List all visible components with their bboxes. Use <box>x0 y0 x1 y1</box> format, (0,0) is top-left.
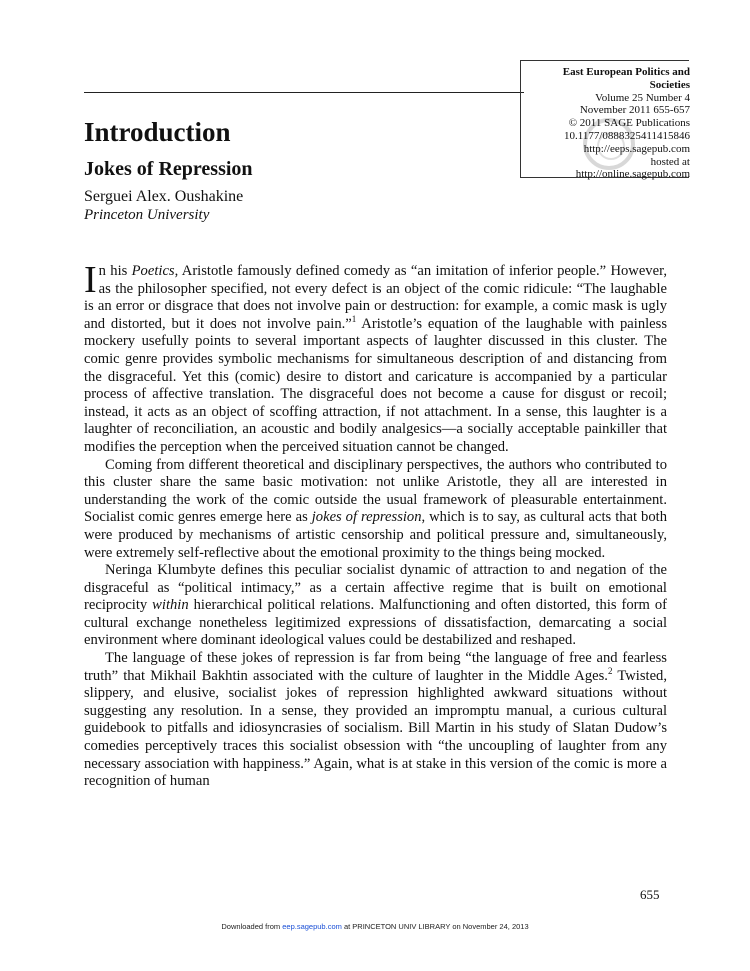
journal-name: East European Politics and Societies <box>562 66 690 91</box>
emphasis-term: jokes of repression <box>311 509 422 526</box>
author-affiliation: Princeton University <box>84 207 210 223</box>
emphasis-within: within <box>152 597 189 614</box>
page-number: 655 <box>640 887 660 902</box>
paragraph-4: The language of these jokes of repression is far from being “the language of free and fearless truth” that Mikhail Bakhtin associated with the culture of laughter in the Middle Ages.$^2$ Twisted, slippery, and elusive, socialist jokes of repression highlighted awkward situations without suggesting any resolution. In a sense, they provided an impromptu manual, a curious cultural guidebook to pitfalls and idiosyncrasies of socialism. Bill Martin in his study of Slatan Dudow’s comedies perceptively traces this socialist obsession with “the uncoupling of laughter from any necessary association with happiness.” Again, what is at stake in this version of the comic is more a recognition of human <box>84 650 668 790</box>
paragraph-1: In his Poetics, Aristotle famously defined comedy as “an imitation of inferior people.” However, as the philosopher specified, not every defect is an object of the comic ridicule: “The laughable is an error or disgrace that does not involve pain or destruction: for example, a comic mask is ugly and distorted, but it does not involve pain.”$^1$ Aristotle’s equation of the laughable with painless mockery usefully points to several important aspects of laughter discussed in this cluster. The comic genre provides symbolic mechanisms for simultaneous description of and distancing from the disgraceful. Yet this (comic) desire to distort and caricature is accompanied by a particular process of affective translation. The disgraceful does not become a cause for disgust or recoil; instead, it acts as an object of scoffing attraction, if not attachment. In a sense, this laughter is a laughter of reconciliation, an acoustic and bodily analgesics—a socially acceptable painkiller that modifies the perception when the perceived situation cannot be changed. <box>84 259 668 455</box>
source-link[interactable]: eep.sagepub.com <box>282 922 342 931</box>
footnote-ref-2[interactable]: 2 <box>607 665 613 676</box>
author-name: Serguei Alex. Oushakine <box>84 188 244 205</box>
paragraph-3: Neringa Klumbyte defines this peculiar socialist dynamic of attraction to and negation of the disgraceful as “political intimacy,” as a certain affective regime that is built on emotional reciprocity within hierarchical political relations. Malfunctioning and often distorted, this form of cultural exchange nonetheless legitimized expressions of dissatisfaction, demarcating a social environment where dominant ideological values could be destabilized and reshaped. <box>84 562 668 649</box>
article-subtitle: Jokes of Repression <box>84 158 253 180</box>
journal-copyright: © 2011 SAGE Publications <box>568 117 690 130</box>
journal-date-pages: November 2011 655-657 <box>579 104 690 117</box>
download-footer: Downloaded from eep.sagepub.com at PRINCETON UNIV LIBRARY on November 24, 2013 <box>221 922 529 931</box>
header-rule <box>84 92 524 93</box>
journal-info <box>520 66 690 181</box>
journal-volume: Volume 25 Number 4 <box>595 91 690 104</box>
article-title: Introduction <box>84 117 231 147</box>
paragraph-2: Coming from different theoretical and disciplinary perspectives, the authors who contributed to this cluster share the same basic motivation: not unlike Aristotle, they all are interested in understanding the work of the comic outside the usual framework of pleasurable entertainment. Socialist comic genres emerge here as jokes of repression, which is to say, as cultural acts that both were produced by mechanisms of artistic censorship and political pressure and, simultaneously, were extremely self-reflective about the emotional proximity to the things being mocked. <box>84 456 667 561</box>
article-body <box>84 259 668 791</box>
journal-doi: 10.1177/0888325411415846 <box>564 129 690 142</box>
work-title: Poetics <box>131 263 175 279</box>
drop-cap: I <box>84 259 97 301</box>
footnote-ref-1[interactable]: 1 <box>351 313 357 324</box>
journal-host-link[interactable]: http://online.sagepub.com <box>575 168 690 181</box>
journal-hosted-at: hosted at <box>650 155 690 168</box>
journal-url-link[interactable]: http://eeps.sagepub.com <box>583 142 690 155</box>
